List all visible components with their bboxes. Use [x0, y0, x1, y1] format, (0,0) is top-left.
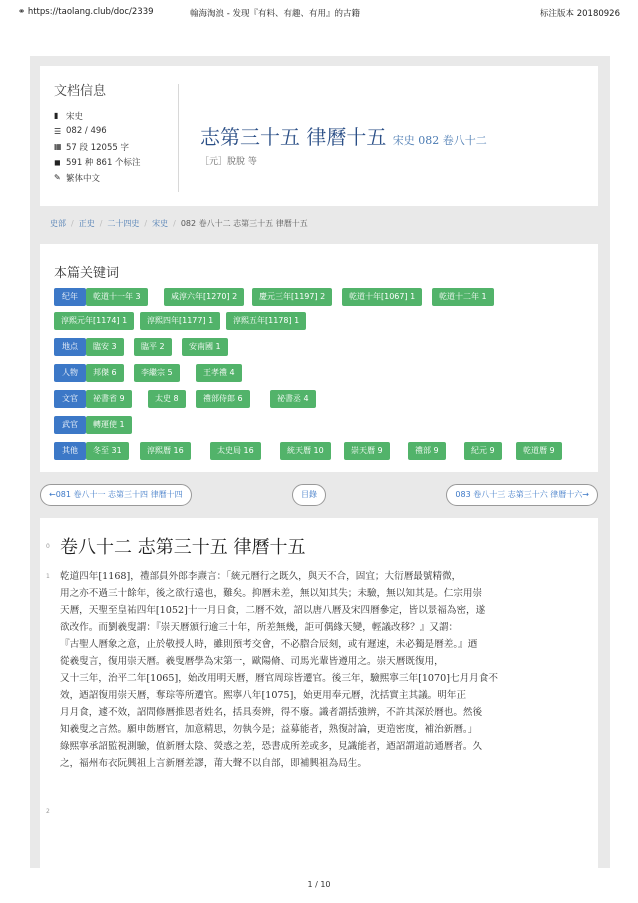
text-line: 欲改作。而劉羲叟謂：『崇天曆頒行逾三十年，所差無幾，詎可偶緣天變，輕議改移？』又謂：: [60, 622, 459, 633]
text-line: 之，福州布衣阮興祖上言新曆差謬，莆大聲不以自部，即補興祖為局生。: [60, 758, 367, 769]
text-line: 又十三年，治平二年[1065]，始改用明天曆，曆官周琮皆遷官。後三年，驗熙寧三年[1070]七月月食不: [60, 673, 498, 684]
version-label: 标注版本 20180926: [540, 9, 620, 19]
keyword-tag[interactable]: 乾道十年[1067] 1: [342, 288, 422, 306]
keywords-title: 本篇关键词: [54, 266, 120, 281]
doc-author: ［元］脫脫 等: [200, 157, 257, 167]
category-era[interactable]: 纪年: [54, 288, 86, 306]
text-line: 綠熙寧承詔監視測驗，值新曆太陰、熒惑之差，恐書成所差或多，見識能者，迺詔謂道訪通曆者。久: [60, 741, 483, 752]
category-person[interactable]: 人物: [54, 364, 86, 382]
chapter-content: [40, 518, 598, 868]
doc-title-main: 志第三十五 律曆十五: [200, 125, 387, 149]
keyword-tag[interactable]: 禮部侍郎 6: [196, 390, 250, 408]
prev-chapter-button[interactable]: ←081 卷八十一 志第三十四 律曆十四: [40, 484, 192, 506]
keyword-tag[interactable]: 淳熙四年[1177] 1: [140, 312, 220, 330]
chapter-text: [60, 568, 590, 772]
keyword-tag[interactable]: 祕書丞 4: [270, 390, 316, 408]
paragraph-number: 2: [46, 808, 50, 815]
category-military-office[interactable]: 武官: [54, 416, 86, 434]
keyword-tag[interactable]: 淳熙五年[1178] 1: [226, 312, 306, 330]
doc-volume: 082 / 496: [66, 126, 107, 137]
keyword-tag[interactable]: 乾道十一年 3: [86, 288, 148, 306]
paragraph-number: 1: [46, 573, 50, 580]
keywords-panel: [40, 244, 598, 472]
book-icon: ▮: [54, 111, 59, 121]
next-chapter-button[interactable]: 083 卷八十三 志第三十六 律曆十六→: [446, 484, 598, 506]
keyword-tag[interactable]: 淳熙曆 16: [140, 442, 191, 460]
site-title: 翰海淘浪 - 发现『有料、有趣、有用』的古籍: [190, 9, 360, 19]
source-url[interactable]: ⚭ https://taolang.club/doc/2339: [18, 7, 154, 17]
keyword-tag[interactable]: 太史 8: [148, 390, 186, 408]
index-button[interactable]: 目錄: [292, 484, 326, 506]
doc-counts: 57 段 12055 字: [66, 142, 129, 153]
text-line: 效，迺詔復用崇天曆，奪琮等所遷官。熙寧八年[1075]，始更用奉元曆，沈括實主其議。明年正: [60, 690, 467, 701]
text-line: 月月食，遽不效，詔問修曆推恩者姓名，括具奏辨，得不廢。識者謂括強辨，不許其深於曆也。然後: [60, 707, 483, 718]
doc-annotations: 591 种 861 个标注: [66, 158, 141, 169]
paragraph-number: 0: [46, 543, 50, 550]
keyword-tag[interactable]: 邦傑 6: [86, 364, 124, 382]
keyword-tag[interactable]: 乾道曆 9: [516, 442, 562, 460]
breadcrumb-item[interactable]: 正史: [78, 218, 95, 228]
keyword-tag[interactable]: 太史局 16: [210, 442, 261, 460]
keyword-tag[interactable]: 臨平 2: [134, 338, 172, 356]
text-line: 『古聖人曆象之意，止於敬授人時，雖則預考交會，不必脗合辰刻，或有遲速，未必獨是曆差。』迺: [60, 639, 478, 650]
keyword-tag[interactable]: 王孝禮 4: [196, 364, 242, 382]
keyword-tag[interactable]: 禮部 9: [408, 442, 446, 460]
doc-info-panel: [40, 66, 598, 206]
keyword-tag[interactable]: 統天曆 10: [280, 442, 331, 460]
doc-title: [200, 121, 487, 150]
language-icon: ✎: [54, 173, 61, 183]
keyword-tag[interactable]: 淳熙元年[1174] 1: [54, 312, 134, 330]
text-line: 天曆，天聖至皇祐四年[1052]十一月日食，二曆不效，詔以唐八曆及宋四曆參定，皆以景福為密，遂: [60, 605, 486, 616]
doc-title-sub: 宋史 082 卷八十二: [392, 134, 487, 147]
keyword-tag[interactable]: 紀元 9: [464, 442, 502, 460]
keyword-tag[interactable]: 轉運使 1: [86, 416, 132, 434]
keyword-tag[interactable]: 慶元三年[1197] 2: [252, 288, 332, 306]
grid-icon: ▦: [54, 142, 62, 152]
chapter-nav: [40, 484, 598, 506]
divider: [178, 84, 179, 192]
doc-info-label: 文档信息: [54, 84, 107, 99]
text-line: 從羲叟言，復用崇天曆。羲叟曆學為宋第一，歐陽脩、司馬光輩皆遵用之。崇天曆既復用，: [60, 656, 444, 667]
doc-script: 繁体中文: [66, 173, 101, 184]
text-line: 知羲叟之言然。願申飭曆官，加意精思，勿執今是；益募能者，熟復討論，更造密度，補治新曆。」: [60, 724, 478, 735]
chapter-heading: 卷八十二 志第三十五 律曆十五: [60, 537, 306, 558]
category-other[interactable]: 其他: [54, 442, 86, 460]
doc-source: 宋史: [66, 111, 84, 122]
breadcrumb-item[interactable]: 史部: [50, 218, 66, 228]
category-place[interactable]: 地点: [54, 338, 86, 356]
keyword-tag[interactable]: 乾道十二年 1: [432, 288, 494, 306]
keyword-tag[interactable]: 祕書省 9: [86, 390, 132, 408]
breadcrumb-current: 082 卷八十二 志第三十五 律曆十五: [180, 218, 308, 228]
page-header: [0, 0, 638, 22]
breadcrumb: 史部 / 正史 / 二十四史 / 宋史 / 082 卷八十二 志第三十五 律曆十五: [50, 218, 308, 228]
breadcrumb-item[interactable]: 二十四史: [107, 218, 140, 228]
category-civil-office[interactable]: 文官: [54, 390, 86, 408]
keyword-tag[interactable]: 臨安 3: [86, 338, 124, 356]
text-line: 用之亦不過三十餘年，後之欲行遠也，難矣。抑曆未差，無以知其失；未驗，無以知其是。仁宗用崇: [60, 588, 483, 599]
page-number: 1 / 10: [307, 880, 331, 889]
list-icon: ☰: [54, 126, 62, 136]
text-line: 乾道四年[1168]，禮部員外郎李燾言：「統元曆行之既久，與天不合，固宜；大衍曆最號精微，: [60, 571, 462, 582]
tags-icon: ◼: [54, 157, 61, 167]
breadcrumb-item[interactable]: 宋史: [152, 218, 169, 228]
keyword-tag[interactable]: 李繼宗 5: [134, 364, 180, 382]
keyword-tag[interactable]: 安南國 1: [182, 338, 228, 356]
keyword-tag[interactable]: 咸淳六年[1270] 2: [164, 288, 244, 306]
keyword-tag[interactable]: 崇天曆 9: [344, 442, 390, 460]
keyword-tag[interactable]: 冬至 31: [86, 442, 129, 460]
document-sheet: [30, 56, 610, 868]
